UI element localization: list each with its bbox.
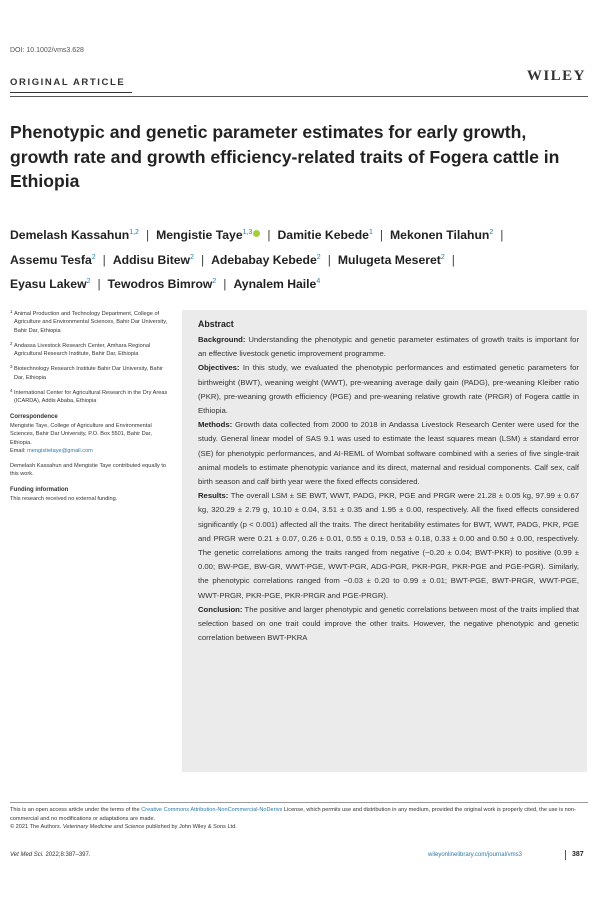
author-3[interactable]: Damitie Kebede$^1$ [277, 228, 373, 243]
header-rule [10, 96, 588, 97]
section-label-rule [10, 92, 132, 93]
affiliations-column [10, 310, 170, 510]
article-title: Phenotypic and genetic parameter estimates for early growth, growth rate and growth efficiency-related traits of Fogera cattle in Ethiopia [10, 122, 560, 191]
author-separator: | [223, 277, 227, 292]
correspondence-heading: Correspondence [10, 413, 58, 420]
abstract-box [182, 310, 587, 772]
author-separator: | [379, 228, 384, 243]
author-6[interactable]: Addisu Bitew$^2$ [112, 252, 194, 267]
affiliation-3: 3 Biotechnology Research Institute Bahir Dar University, Bahir Dar, Ethiopia [10, 364, 163, 381]
email-link[interactable]: mengistietaye@gmail.com [27, 447, 93, 454]
author-separator: | [451, 252, 455, 267]
author-separator: | [145, 228, 150, 243]
correspondence-text: Mengistie Taye, College of Agriculture and Environmental Sciences, Bahir Dar University, P.O. Box 5501, Bahir Dar, Ethiopia. [10, 422, 152, 446]
orcid-icon[interactable] [253, 230, 260, 237]
publisher-logo: WILEY [526, 68, 586, 84]
affiliation-2: 2 Andassa Livestock Research Center, Amhara Regional Agricultural Research Institute, Bahir Dar, Ethiopia [10, 340, 151, 358]
author-separator: | [102, 252, 106, 267]
abstract-background: Background: Understanding the phenotypic and genetic parameter estimates of growth traits is important for an effective livestock genetic improvement programme. [198, 335, 580, 359]
author-line-1 [10, 222, 595, 247]
author-1[interactable]: Demelash Kassahun$^{1,2}$ [10, 228, 139, 243]
author-2[interactable]: Mengistie Taye$^{1,3}$ [156, 228, 260, 242]
page-number-divider [565, 850, 566, 860]
journal-reference: Vet Med Sci. 2022;8:387–397. [10, 852, 91, 858]
author-separator: | [200, 252, 205, 267]
correspondence-email: Email: mengistietaye@gmail.com [10, 447, 93, 454]
journal-website-link[interactable]: wileyonlinelibrary.com/journal/vms3 [428, 852, 522, 858]
license-text: This is an open access article under the terms of the Creative Commons Attribution-NonCommercial-NoDerivs License, which permits use and distribution in any medium, provided the original work is properly cited, the use is non-commercial and no modifications or adaptations are made. [10, 807, 576, 822]
abstract-methods: Methods: Growth data collected from 2000 to 2018 in Andassa Livestock Research Center were used for the study. General linear model of SAS 9.1 was used to estimate the least squares mean (LSM) ± standard error (SE) for phenotypic performances, and AI-REML of Wombat software combined with a series of five single-trait animal models to estimate phenotypic variance and its direct, maternal and residual components. Calf sex, calf birth season and calf birth year were the fixed effects considered. [198, 420, 580, 487]
author-4[interactable]: Mekonen Tilahun$^2$ [390, 228, 494, 243]
abstract-objectives: Objectives: In this study, we evaluated the phenotypic performances and estimated genetic parameters for birthweight (BWT), weaning weight (WWT), pre-weaning average daily gain (PADG), pre-weaning Kleiber ratio (PKR), pre-weaning growth efficiency (PGE) and pre-weaning relative growth rate (PRGR) of Fogera cattle in Ethiopia. [198, 363, 579, 416]
author-separator: | [327, 252, 331, 267]
affiliation-4: 4 International Center for Agricultural Research in the Dry Areas (ICARDA), Addis Ababa, Ethiopia [10, 388, 168, 405]
license-notice [10, 806, 588, 832]
author-separator: | [500, 228, 504, 243]
doi: DOI: 10.1002/vms3.628 [10, 47, 84, 54]
author-line-2 [10, 247, 595, 272]
author-11[interactable]: Aynalem Haile$^4$ [233, 277, 321, 292]
funding-text: This research received no external funding. [10, 496, 118, 503]
affiliation-1: 1 Animal Production and Technology Department, College of Agriculture and Environmental Sciences, Bahir Dar University, Bahir Dar, Ethiopia [10, 309, 168, 334]
author-7[interactable]: Adebabay Kebede$^2$ [211, 252, 321, 267]
correspondence [10, 413, 170, 455]
contribution-note: Demelash Kassahun and Mengistie Taye contributed equally to this work. [10, 463, 166, 478]
author-8[interactable]: Mulugeta Meseret$^2$ [337, 252, 445, 267]
funding-heading: Funding information [10, 486, 69, 493]
page-number: 387 [572, 851, 584, 858]
footer-rule [10, 802, 588, 803]
author-9[interactable]: Eyasu Lakew$^2$ [10, 277, 91, 292]
funding-information [10, 486, 170, 504]
author-5[interactable]: Assemu Tesfa$^2$ [10, 252, 96, 267]
author-10[interactable]: Tewodros Bimrow$^2$ [107, 277, 217, 292]
copyright-text: © 2021 The Authors. Veterinary Medicine and Science published by John Wiley & Sons Ltd. [10, 824, 237, 831]
author-separator: | [97, 277, 101, 292]
author-line-3 [10, 271, 595, 296]
section-label: ORIGINAL ARTICLE [10, 77, 126, 88]
author-separator: | [267, 228, 271, 243]
license-link[interactable]: Creative Commons Attribution-NonCommercial-NoDerivs [141, 807, 283, 813]
abstract-conclusion: Conclusion: The positive and larger phenotypic and genetic correlations between most of the traits implied that selection based on one trait could improve the other traits. However, the negative phenotypic and genetic correlation between BWT-PKRA [198, 604, 579, 643]
abstract-results: Results: The overall LSM ± SE BWT, WWT, PADG, PKR, PGE and PRGR were 21.28 ± 0.05 kg, 97.99 ± 0.67 kg, 320.29 ± 2.79 g, 10.10 ± 0.04, 3.51 ± 0.35 and 1.95 ± 0.00, respectively. All the fixed effects considered significantly (p < 0.001) affected all the traits. The direct heritability estimates for BWT, WWT, PADG, PKR, PGE and PRGR were 0.21 ± 0.07, 0.26 ± 0.01, 0.55 ± 0.19, 0.53 ± 0.18, 0.33 ± 0.00 and 0.50 ± 0.00, respectively. The genetic correlations among the traits ranged from negative (−0.20 ± 0.04; BWT-PKR) to positive (0.99 ± 0.00; BW-PGE, BW-GR, WWT-PGE, WWT-PGR, ADG-PGR, PKR-PGR, PKR-PGE and PGE-PGR). Similarly, the phenotypic correlations ranged from −0.03 ± 0.20 to 0.99 ± 0.01; BWT-PGE, BWT-PRGR, WWT-PGE, WWT-PRGR, PKR-PGE, PKR-PRGR and PGE-PRGR). [198, 491, 579, 600]
author-list [10, 222, 595, 296]
abstract-heading: Abstract [198, 319, 234, 329]
